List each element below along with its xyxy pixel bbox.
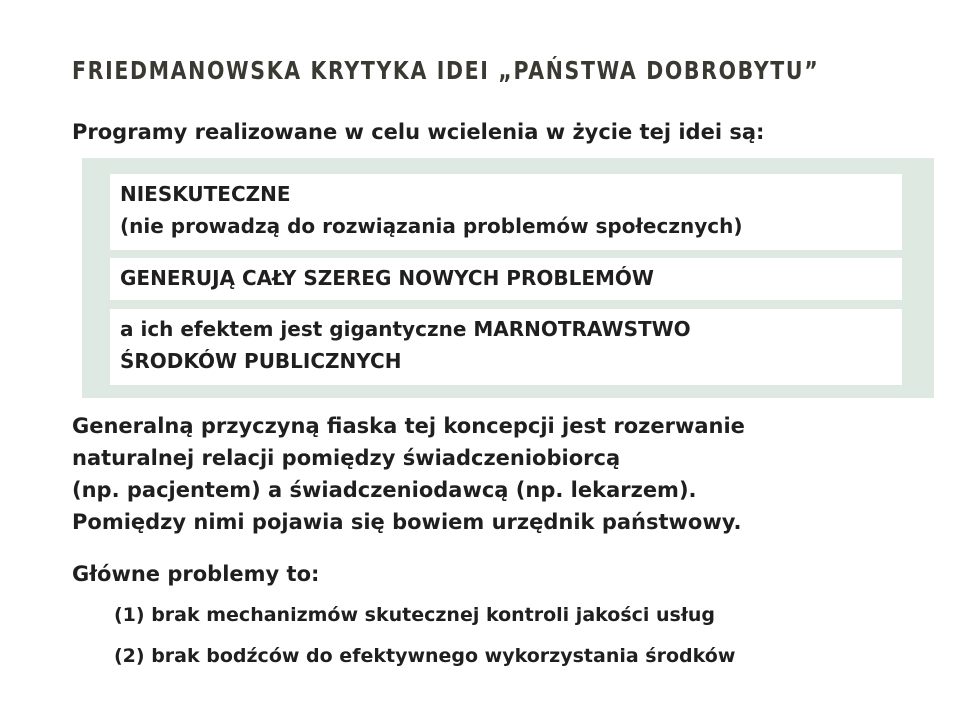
intro-text: Programy realizowane w celu wcielenia w życie tej idei są:: [72, 120, 765, 144]
box-ineffective-heading: NIESKUTECZNE: [120, 182, 291, 206]
box-new-problems-text: GENERUJĄ CAŁY SZEREG NOWYCH PROBLEMÓW: [120, 266, 654, 290]
problem-item-2: (2) brak bodźców do efektywnego wykorzystania środków: [114, 645, 736, 667]
box-waste-line-2: ŚRODKÓW PUBLICZNYCH: [120, 349, 402, 373]
box-ineffective-detail: (nie prowadzą do rozwiązania problemów społecznych): [120, 214, 743, 238]
box-ineffective: [110, 174, 902, 250]
cause-line-1: Generalną przyczyną fiaska tej koncepcji jest rozerwanie: [72, 414, 745, 438]
cause-line-3: (np. pacjentem) a świadczeniodawcą (np. lekarzem).: [72, 478, 697, 502]
box-waste-line-1: a ich efektem jest gigantyczne MARNOTRAWSTWO: [120, 317, 691, 341]
slide-title: FRIEDMANOWSKA KRYTYKA IDEI „PAŃSTWA DOBROBYTU”: [72, 56, 820, 85]
cause-line-4: Pomiędzy nimi pojawia się bowiem urzędnik państwowy.: [72, 510, 742, 534]
problems-heading: Główne problemy to:: [72, 562, 320, 586]
problem-item-1: (1) brak mechanizmów skutecznej kontroli jakości usług: [114, 604, 716, 626]
cause-paragraph: [72, 410, 745, 538]
box-waste: [110, 309, 902, 385]
cause-line-2: naturalnej relacji pomiędzy świadczeniobiorcą: [72, 446, 621, 470]
box-new-problems: [110, 258, 902, 300]
